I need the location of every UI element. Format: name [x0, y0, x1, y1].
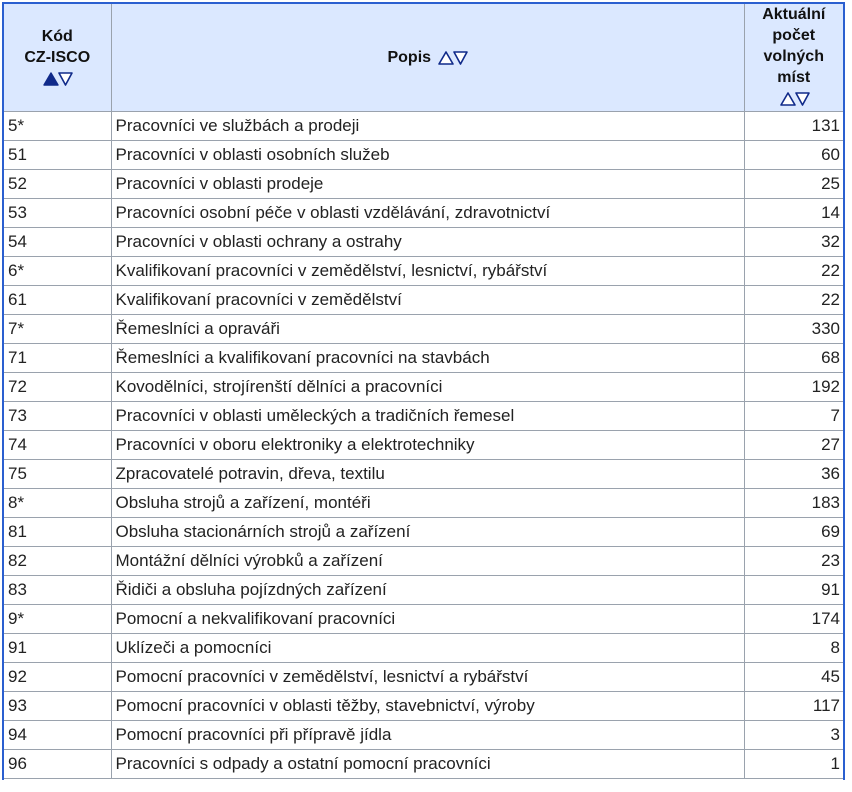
- sort-arrows-icon[interactable]: [780, 91, 810, 107]
- header-count-line-4: míst: [777, 69, 811, 86]
- cell-description: Pomocní pracovníci v oblasti těžby, stavebnictví, výroby: [111, 692, 744, 721]
- cell-code: 6*: [4, 257, 111, 286]
- cell-count: 174: [744, 605, 843, 634]
- vacancy-table-frame: [2, 2, 845, 780]
- cell-count: 7: [744, 402, 843, 431]
- cell-code: 73: [4, 402, 111, 431]
- cell-count: 22: [744, 286, 843, 315]
- cell-code: 53: [4, 199, 111, 228]
- table-row: [4, 141, 843, 170]
- header-description[interactable]: [111, 4, 744, 112]
- cell-count: 23: [744, 547, 843, 576]
- cell-count: 131: [744, 112, 843, 141]
- cell-count: 330: [744, 315, 843, 344]
- cell-code: 91: [4, 634, 111, 663]
- cell-count: 36: [744, 460, 843, 489]
- cell-description: Řemeslníci a kvalifikovaní pracovníci na stavbách: [111, 344, 744, 373]
- cell-count: 22: [744, 257, 843, 286]
- cell-description: Obsluha stacionárních strojů a zařízení: [111, 518, 744, 547]
- table-row: [4, 344, 843, 373]
- table-body: [4, 112, 843, 779]
- table-row: [4, 286, 843, 315]
- cell-code: 83: [4, 576, 111, 605]
- table-row: [4, 489, 843, 518]
- cell-count: 3: [744, 721, 843, 750]
- cell-count: 68: [744, 344, 843, 373]
- cell-code: 71: [4, 344, 111, 373]
- cell-count: 32: [744, 228, 843, 257]
- table-row: [4, 373, 843, 402]
- cell-description: Pracovníci osobní péče v oblasti vzdělávání, zdravotnictví: [111, 199, 744, 228]
- cell-description: Montážní dělníci výrobků a zařízení: [111, 547, 744, 576]
- cell-code: 81: [4, 518, 111, 547]
- cell-description: Pomocní a nekvalifikovaní pracovníci: [111, 605, 744, 634]
- table-row: [4, 750, 843, 779]
- cell-code: 72: [4, 373, 111, 402]
- cell-count: 69: [744, 518, 843, 547]
- header-code-line-1: Kód: [41, 28, 73, 45]
- sort-arrows-icon[interactable]: [43, 71, 73, 87]
- table-row: [4, 431, 843, 460]
- cell-code: 61: [4, 286, 111, 315]
- cell-description: Pracovníci v oblasti prodeje: [111, 170, 744, 199]
- cell-code: 9*: [4, 605, 111, 634]
- cell-description: Pracovníci v oblasti uměleckých a tradičních řemesel: [111, 402, 744, 431]
- cell-code: 7*: [4, 315, 111, 344]
- cell-description: Pracovníci ve službách a prodeji: [111, 112, 744, 141]
- cell-code: 94: [4, 721, 111, 750]
- cell-code: 51: [4, 141, 111, 170]
- cell-code: 54: [4, 228, 111, 257]
- cell-description: Uklízeči a pomocníci: [111, 634, 744, 663]
- table-row: [4, 228, 843, 257]
- table-row: [4, 315, 843, 344]
- cell-count: 27: [744, 431, 843, 460]
- cell-description: Pomocní pracovníci při přípravě jídla: [111, 721, 744, 750]
- cell-description: Pomocní pracovníci v zemědělství, lesnictví a rybářství: [111, 663, 744, 692]
- cell-description: Pracovníci v oblasti osobních služeb: [111, 141, 744, 170]
- table-row: [4, 112, 843, 141]
- cell-code: 74: [4, 431, 111, 460]
- header-description-label: Popis: [387, 49, 432, 66]
- cell-description: Kvalifikovaní pracovníci v zemědělství, lesnictví, rybářství: [111, 257, 744, 286]
- cell-count: 60: [744, 141, 843, 170]
- cell-code: 5*: [4, 112, 111, 141]
- cell-code: 96: [4, 750, 111, 779]
- cell-count: 91: [744, 576, 843, 605]
- header-code-line-2: CZ-ISCO: [24, 49, 91, 66]
- header-count-line-2: počet: [772, 27, 816, 44]
- cell-description: Pracovníci v oboru elektroniky a elektrotechniky: [111, 431, 744, 460]
- cell-count: 25: [744, 170, 843, 199]
- cell-description: Zpracovatelé potravin, dřeva, textilu: [111, 460, 744, 489]
- cell-code: 92: [4, 663, 111, 692]
- cell-description: Řemeslníci a opraváři: [111, 315, 744, 344]
- cell-code: 93: [4, 692, 111, 721]
- table-row: [4, 576, 843, 605]
- cell-count: 192: [744, 373, 843, 402]
- table-row: [4, 402, 843, 431]
- table-header-row: [4, 4, 843, 112]
- header-count-line-1: Aktuální: [762, 6, 826, 23]
- sort-arrows-icon[interactable]: [438, 50, 468, 66]
- table-row: [4, 460, 843, 489]
- header-code[interactable]: [4, 4, 111, 112]
- cell-count: 117: [744, 692, 843, 721]
- table-row: [4, 663, 843, 692]
- cell-count: 1: [744, 750, 843, 779]
- header-count[interactable]: [744, 4, 843, 112]
- cell-description: Řidiči a obsluha pojízdných zařízení: [111, 576, 744, 605]
- vacancy-table: [4, 4, 843, 779]
- table-row: [4, 199, 843, 228]
- cell-description: Kvalifikovaní pracovníci v zemědělství: [111, 286, 744, 315]
- cell-count: 8: [744, 634, 843, 663]
- cell-code: 8*: [4, 489, 111, 518]
- table-row: [4, 721, 843, 750]
- cell-code: 75: [4, 460, 111, 489]
- cell-code: 82: [4, 547, 111, 576]
- table-row: [4, 692, 843, 721]
- cell-count: 45: [744, 663, 843, 692]
- cell-description: Pracovníci s odpady a ostatní pomocní pracovníci: [111, 750, 744, 779]
- cell-code: 52: [4, 170, 111, 199]
- cell-count: 183: [744, 489, 843, 518]
- table-row: [4, 518, 843, 547]
- cell-description: Pracovníci v oblasti ochrany a ostrahy: [111, 228, 744, 257]
- table-row: [4, 257, 843, 286]
- header-count-line-3: volných: [763, 48, 824, 65]
- cell-description: Kovodělníci, strojírenští dělníci a pracovníci: [111, 373, 744, 402]
- table-row: [4, 547, 843, 576]
- table-row: [4, 170, 843, 199]
- cell-count: 14: [744, 199, 843, 228]
- table-row: [4, 634, 843, 663]
- table-row: [4, 605, 843, 634]
- cell-description: Obsluha strojů a zařízení, montéři: [111, 489, 744, 518]
